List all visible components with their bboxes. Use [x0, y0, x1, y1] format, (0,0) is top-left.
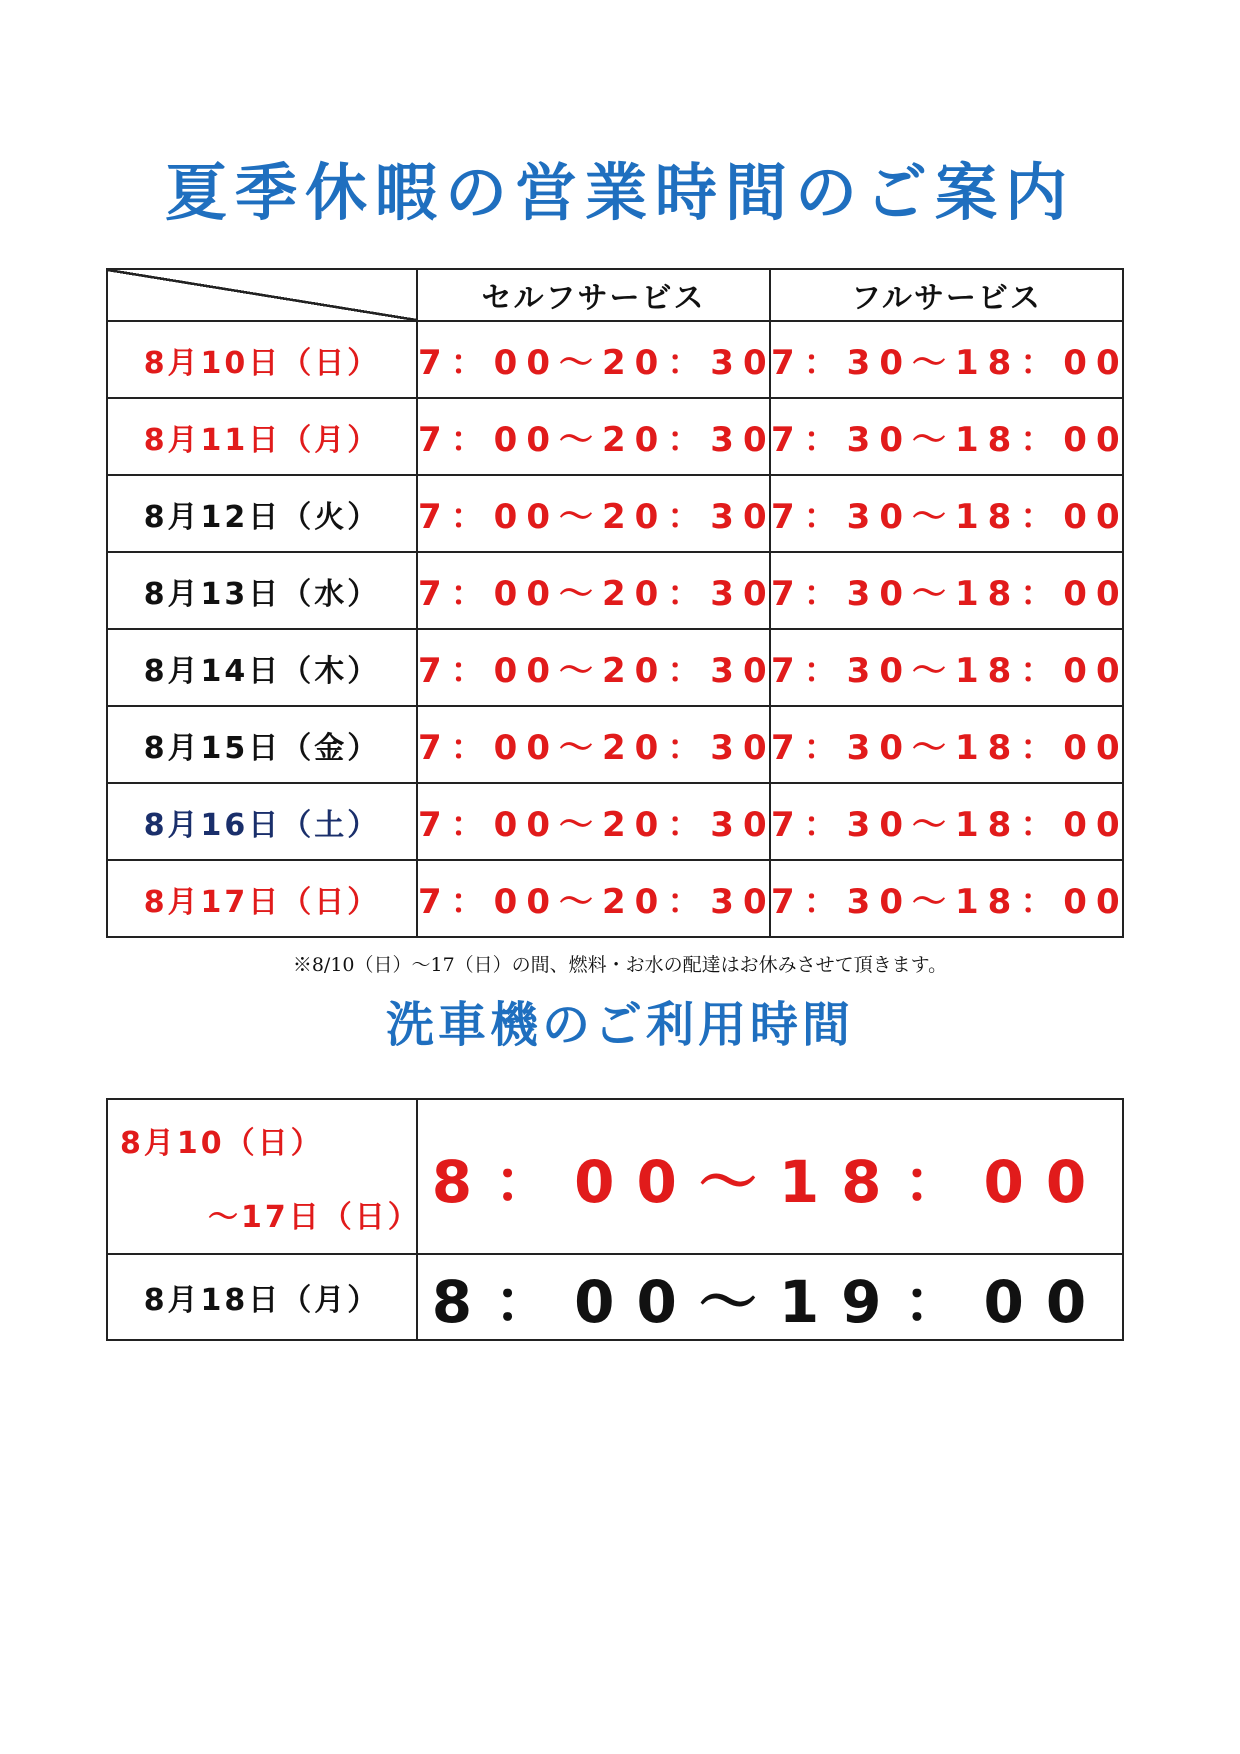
table-row	[107, 475, 1123, 552]
table-row	[107, 860, 1123, 937]
table-row	[107, 706, 1123, 783]
table-row	[107, 552, 1123, 629]
full-service-time: 7：30～18：00	[770, 475, 1123, 552]
table-header-row	[107, 269, 1123, 321]
wash-day-time: 8：00～19：00	[417, 1254, 1123, 1340]
self-service-time: 7：00～20：30	[417, 398, 770, 475]
self-service-time: 7：00～20：30	[417, 783, 770, 860]
table-row	[107, 629, 1123, 706]
full-service-time: 7：30～18：00	[770, 860, 1123, 937]
date-cell: 8月13日（水）	[107, 552, 417, 629]
wash-date-range-cell	[107, 1099, 421, 1254]
table-row	[107, 321, 1123, 398]
self-service-header: セルフサービス	[417, 269, 770, 321]
self-service-time: 7：00～20：30	[417, 552, 770, 629]
date-cell: 8月17日（日）	[107, 860, 417, 937]
date-cell: 8月16日（土）	[107, 783, 417, 860]
full-service-time: 7：30～18：00	[770, 783, 1123, 860]
wash-range-end: ～17日（日）	[208, 1200, 421, 1235]
table-row	[107, 398, 1123, 475]
date-cell: 8月14日（木）	[107, 629, 417, 706]
date-cell: 8月10日（日）	[107, 321, 417, 398]
full-service-time: 7：30～18：00	[770, 629, 1123, 706]
car-wash-hours-table	[106, 1098, 1124, 1341]
holiday-hours-table	[106, 268, 1129, 938]
wash-range-time: 8：00～18：00	[417, 1099, 1123, 1254]
self-service-time: 7：00～20：30	[417, 629, 770, 706]
wash-day-cell: 8月18日（月）	[107, 1254, 417, 1340]
self-service-time: 7：00～20：30	[417, 706, 770, 783]
self-service-time: 7：00～20：30	[417, 321, 770, 398]
full-service-time: 7：30～18：00	[770, 552, 1123, 629]
car-wash-title: 洗車機のご利用時間	[385, 997, 854, 1053]
full-service-time: 7：30～18：00	[770, 321, 1123, 398]
table-row	[107, 783, 1123, 860]
full-service-time: 7：30～18：00	[770, 706, 1123, 783]
diagonal-header-cell	[107, 269, 417, 321]
table-row	[107, 1254, 1123, 1340]
self-service-time: 7：00～20：30	[417, 860, 770, 937]
wash-range-start: 8月10（日）	[120, 1126, 324, 1161]
delivery-note: ※8/10（日）～17（日）の間、燃料・お水の配達はお休みさせて頂きます。	[292, 954, 948, 976]
date-cell: 8月12日（火）	[107, 475, 417, 552]
date-cell: 8月15日（金）	[107, 706, 417, 783]
full-service-header: フルサービス	[770, 269, 1123, 321]
date-cell: 8月11日（月）	[107, 398, 417, 475]
self-service-time: 7：00～20：30	[417, 475, 770, 552]
table-row	[107, 1099, 1123, 1254]
page-title: 夏季休暇の営業時間のご案内	[164, 156, 1075, 229]
full-service-time: 7：30～18：00	[770, 398, 1123, 475]
